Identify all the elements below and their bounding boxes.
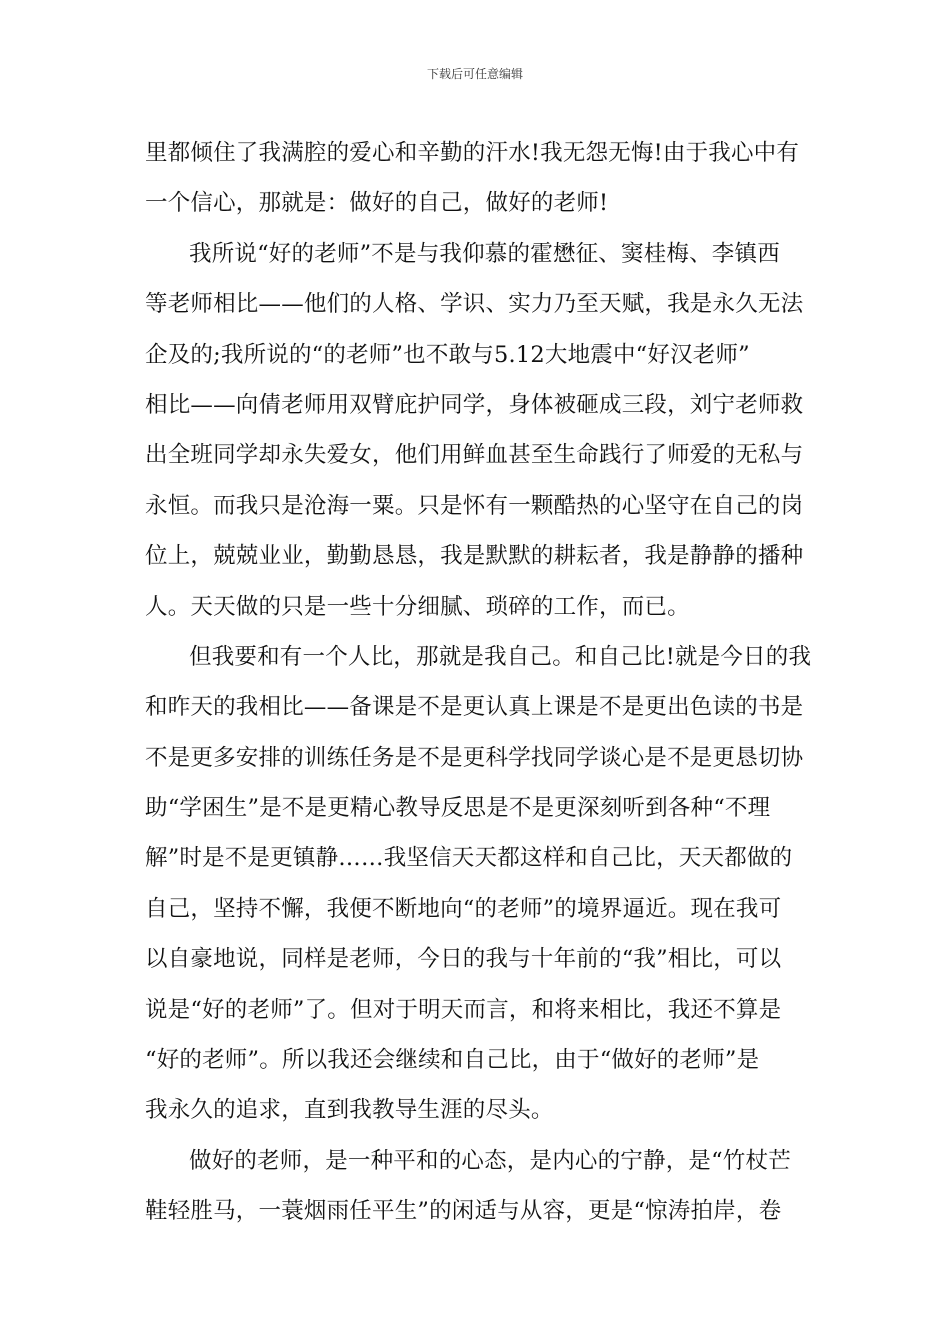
text-line: 相比——向倩老师用双臂庇护同学，身体被砸成三段，刘宁老师救 [145, 391, 804, 418]
text-line: 鞋轻胜马，一蓑烟雨任平生”的闲适与从容，更是“惊涛拍岸，卷 [145, 1198, 782, 1225]
text-line: 不是更多安排的训练任务是不是更科学找同学谈心是不是更恳切协 [145, 744, 804, 771]
text-line: 和昨天的我相比——备课是不是更认真上课是不是更出色读的书是 [145, 694, 804, 721]
text-line: 位上，兢兢业业，勤勤恳恳，我是默默的耕耘者，我是静静的播种 [145, 543, 804, 570]
text-line: 以自豪地说，同样是老师，今日的我与十年前的“我”相比，可以 [145, 946, 782, 973]
text-line: 我永久的追求，直到我教导生涯的尽头。 [145, 1097, 554, 1124]
paragraph-start-line: 但我要和有一个人比，那就是我自己。和自己比!就是今日的我 [189, 643, 812, 670]
paragraph-start-line: 我所说“好的老师”不是与我仰慕的霍懋征、窦桂梅、李镇西 [189, 240, 780, 267]
text-line: 永恒。而我只是沧海一粟。只是怀有一颗酷热的心坚守在自己的岗 [145, 492, 804, 519]
text-line: 说是“好的老师”了。但对于明天而言，和将来相比，我还不算是 [145, 996, 782, 1023]
text-line: 一个信心，那就是：做好的自己，做好的老师! [145, 190, 609, 217]
text-line: 出全班同学却永失爱女，他们用鲜血甚至生命践行了师爱的无私与 [145, 442, 804, 469]
paragraph-start-line: 做好的老师，是一种平和的心态，是内心的宁静，是“竹杖芒 [189, 1147, 791, 1174]
text-line: 解”时是不是更镇静……我坚信天天都这样和自己比，天天都做的 [145, 845, 793, 872]
text-line: 人。天天做的只是一些十分细腻、琐碎的工作，而已。 [145, 593, 690, 620]
text-line: 企及的;我所说的“的老师”也不敢与5.12大地震中“好汉老师” [145, 341, 750, 368]
text-line: 里都倾住了我满腔的爱心和辛勤的汗水!我无怨无悔!由于我心中有 [145, 140, 800, 166]
text-line: 自己，坚持不懈，我便不断地向“的老师”的境界逼近。现在我可 [145, 895, 782, 922]
page-header-note: 下载后可任意编辑 [426, 67, 523, 81]
text-line: “好的老师”。所以我还会继续和自己比，由于“做好的老师”是 [145, 1047, 760, 1074]
text-line: 助“学困生”是不是更精心教导反思是不是更深刻听到各种“不理 [145, 795, 771, 822]
text-line: 等老师相比——他们的人格、学识、实力乃至天赋，我是永久无法 [145, 291, 804, 318]
document-body [145, 128, 810, 1237]
